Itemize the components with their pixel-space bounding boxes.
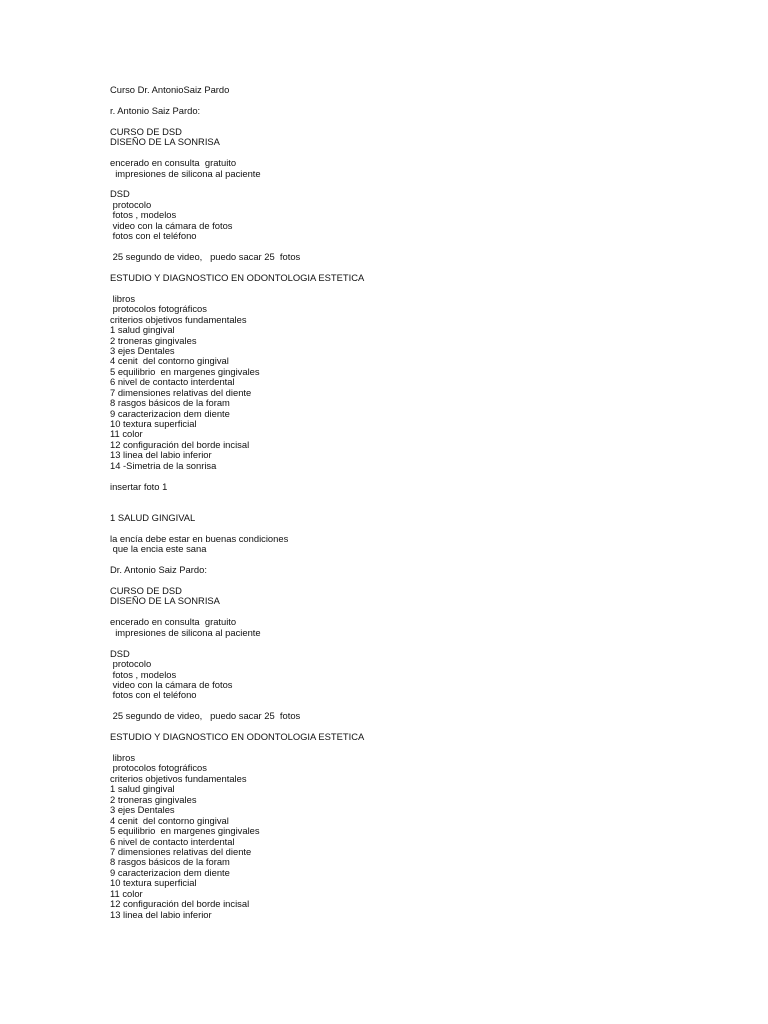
blank-line — [110, 638, 710, 648]
text-line: 3 ejes Dentales — [110, 804, 175, 816]
text-line: impresiones de silicona al paciente — [110, 167, 261, 179]
blank-line — [110, 179, 710, 189]
blank-line — [110, 95, 710, 105]
text-line: 6 nivel de contacto interdental — [110, 376, 235, 388]
text-line: 10 textura superficial — [110, 877, 197, 889]
text-line: DSD — [110, 188, 130, 200]
text-line: fotos , modelos — [110, 668, 177, 680]
text-line: 14 -Simetria de la sonrisa — [110, 459, 217, 471]
text-line: 12 configuración del borde incisal — [110, 898, 250, 910]
text-line: la encía debe estar en buenas condiciones — [110, 532, 289, 544]
text-line: criterios objetivos fundamentales — [110, 772, 247, 784]
blank-line — [110, 471, 710, 481]
text-line: protocolos fotográficos — [110, 762, 207, 774]
text-line: 2 troneras gingivales — [110, 334, 197, 346]
text-line: 2 troneras gingivales — [110, 793, 197, 805]
blank-line — [110, 503, 710, 513]
text-line: libros — [110, 752, 136, 763]
text-line: 6 nivel de contacto interdental — [110, 835, 235, 847]
text-line: 13 linea del labio inferior — [110, 449, 212, 461]
text-line: 3 ejes Dentales — [110, 344, 175, 356]
document-body — [110, 85, 710, 920]
text-line: fotos con el teléfono — [110, 689, 197, 701]
text-line: 1 salud gingival — [110, 783, 175, 795]
text-line: 5 equilibrio en margenes gingivales — [110, 365, 260, 377]
text-line: DISEÑO DE LA SONRISA — [110, 595, 220, 607]
blank-line — [110, 492, 710, 502]
text-line: r. Antonio Saiz Pardo: — [110, 104, 201, 116]
text-line: CURSO DE DSD — [110, 585, 182, 596]
text-line: 9 caracterizacion dem diente — [110, 866, 230, 878]
text-line: impresiones de silicona al paciente — [110, 626, 261, 638]
text-line: encerado en consulta gratuito — [110, 616, 237, 628]
text-line: Dr. Antonio Saiz Pardo: — [110, 564, 207, 576]
text-line: Curso Dr. AntonioSaiz Pardo — [110, 84, 230, 95]
text-line: protocolo — [110, 658, 152, 670]
text-line: 13 linea del labio inferior — [110, 908, 212, 920]
text-line: protocolo — [110, 198, 152, 210]
text-line: ESTUDIO Y DIAGNOSTICO EN ODONTOLOGIA ESTETICA — [110, 731, 365, 743]
text-line: video con la cámara de fotos — [110, 219, 233, 231]
text-line: 5 equilibrio en margenes gingivales — [110, 825, 260, 837]
text-line: 8 rasgos básicos de la foram — [110, 856, 230, 868]
text-line: 10 textura superficial — [110, 418, 197, 429]
text-line: CURSO DE DSD — [110, 125, 182, 137]
text-line: 8 rasgos básicos de la foram — [110, 397, 230, 409]
text-line: 25 segundo de video, puedo sacar 25 fotos — [110, 710, 301, 722]
text-line: 7 dimensiones relativas del diente — [110, 386, 252, 398]
text-line: 7 dimensiones relativas del diente — [110, 845, 252, 857]
text-line: 9 caracterizacion dem diente — [110, 407, 230, 419]
blank-line — [110, 576, 710, 586]
text-line: libros — [110, 292, 136, 304]
text-line: 1 SALUD GINGIVAL — [110, 511, 196, 523]
text-line: 11 color — [110, 428, 143, 440]
text-line: encerado en consulta gratuito — [110, 157, 237, 169]
text-line: ESTUDIO Y DIAGNOSTICO EN ODONTOLOGIA ESTETICA — [110, 271, 365, 283]
text-line: 1 salud gingival — [110, 324, 175, 336]
blank-line — [110, 116, 710, 126]
text-line: 12 configuración del borde incisal — [110, 438, 250, 450]
text-line: criterios objetivos fundamentales — [110, 313, 247, 325]
text-line: fotos con el teléfono — [110, 230, 197, 242]
text-line: 4 cenit del contorno gingival — [110, 814, 229, 826]
blank-line — [110, 283, 710, 293]
text-line: DISEÑO DE LA SONRISA — [110, 136, 220, 148]
text-line: 11 color — [110, 887, 143, 899]
text-line: insertar foto 1 — [110, 480, 168, 492]
text-line: protocolos fotográficos — [110, 303, 207, 315]
text-line: 25 segundo de video, puedo sacar 25 fotos — [110, 251, 301, 262]
blank-line — [110, 743, 710, 753]
text-line: fotos , modelos — [110, 209, 177, 221]
text-line: video con la cámara de fotos — [110, 678, 233, 690]
text-line: que la encia este sana — [110, 543, 207, 555]
text-line: DSD — [110, 647, 130, 659]
text-line: 4 cenit del contorno gingival — [110, 355, 229, 367]
